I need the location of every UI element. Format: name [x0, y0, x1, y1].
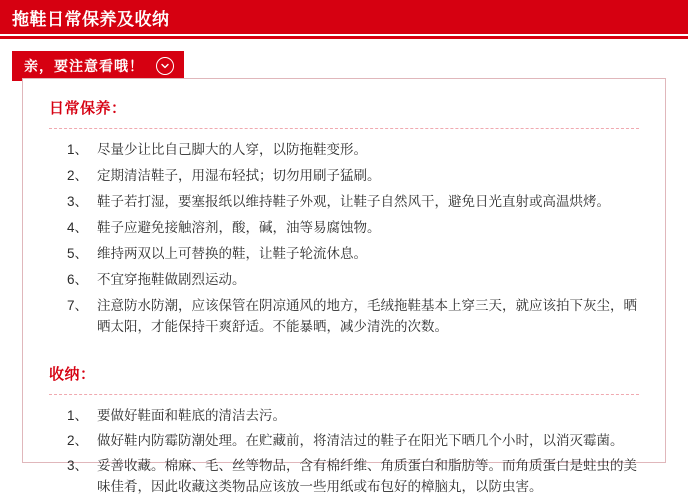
content-panel	[22, 78, 666, 494]
list-item-text: 定期清洁鞋子，用湿布轻拭；切勿用刷子猛刷。	[97, 168, 381, 183]
title-underline	[0, 36, 688, 39]
notice-label: 亲，要注意看哦！	[24, 58, 144, 74]
notice-banner[interactable]	[12, 51, 184, 81]
section-divider	[49, 394, 639, 395]
list-item-number: 1、	[67, 142, 89, 157]
list-item	[67, 191, 639, 212]
section-divider	[49, 128, 639, 129]
list-item-text: 尽量少让比自己脚大的人穿，以防拖鞋变形。	[97, 142, 367, 157]
section-daily-care	[23, 97, 665, 118]
list-item	[67, 217, 639, 238]
section-heading: 日常保养：	[49, 100, 127, 117]
list-item-text: 鞋子应避免接触溶剂，酸，碱，油等易腐蚀物。	[97, 220, 381, 235]
list-item-number: 2、	[67, 168, 89, 183]
list-item-text: 妥善收藏。棉麻、毛、丝等物品，含有棉纤维、角质蛋白和脂肪等。而角质蛋白是蛀虫的美味佳肴，因此收藏这类物品应该放一些用纸或布包好的樟脑丸，以防虫害。	[97, 458, 637, 494]
list-item-number: 3、	[67, 458, 89, 473]
list-item	[67, 139, 639, 160]
section-storage	[23, 363, 665, 384]
list-item-number: 5、	[67, 246, 89, 261]
list-item-number: 3、	[67, 194, 89, 209]
list-item	[67, 165, 639, 186]
list-item-number: 2、	[67, 433, 89, 448]
notice-row	[0, 51, 688, 81]
storage-list	[23, 405, 665, 497]
daily-care-list	[23, 139, 665, 337]
list-item-text: 要做好鞋面和鞋底的清洁去污。	[97, 408, 286, 423]
list-item-number: 1、	[67, 408, 89, 423]
list-item-number: 4、	[67, 220, 89, 235]
chevron-down-icon[interactable]	[156, 57, 174, 75]
list-item-text: 不宜穿拖鞋做剧烈运动。	[97, 272, 246, 287]
list-item	[67, 295, 639, 337]
page-title: 拖鞋日常保养及收纳	[12, 9, 170, 29]
page-title-bar	[0, 0, 688, 34]
list-item-text: 鞋子若打湿，要塞报纸以维持鞋子外观，让鞋子自然风干，避免日光直射或高温烘烤。	[97, 194, 610, 209]
list-item	[67, 405, 639, 426]
list-item	[67, 243, 639, 264]
list-item-text: 维持两双以上可替换的鞋，让鞋子轮流休息。	[97, 246, 367, 261]
list-item	[67, 430, 639, 451]
list-item-text: 做好鞋内防霉防潮处理。在贮藏前，将清洁过的鞋子在阳光下晒几个小时，以消灭霉菌。	[97, 433, 624, 448]
list-item	[67, 269, 639, 290]
list-item	[67, 455, 639, 497]
list-item-number: 6、	[67, 272, 89, 287]
list-item-text: 注意防水防潮，应该保管在阴凉通风的地方，毛绒拖鞋基本上穿三天，就应该拍下灰尘，晒晒太阳，才能保持干爽舒适。不能暴晒，减少清洗的次数。	[97, 298, 637, 334]
list-item-number: 7、	[67, 298, 89, 313]
section-heading: 收纳：	[49, 366, 96, 383]
